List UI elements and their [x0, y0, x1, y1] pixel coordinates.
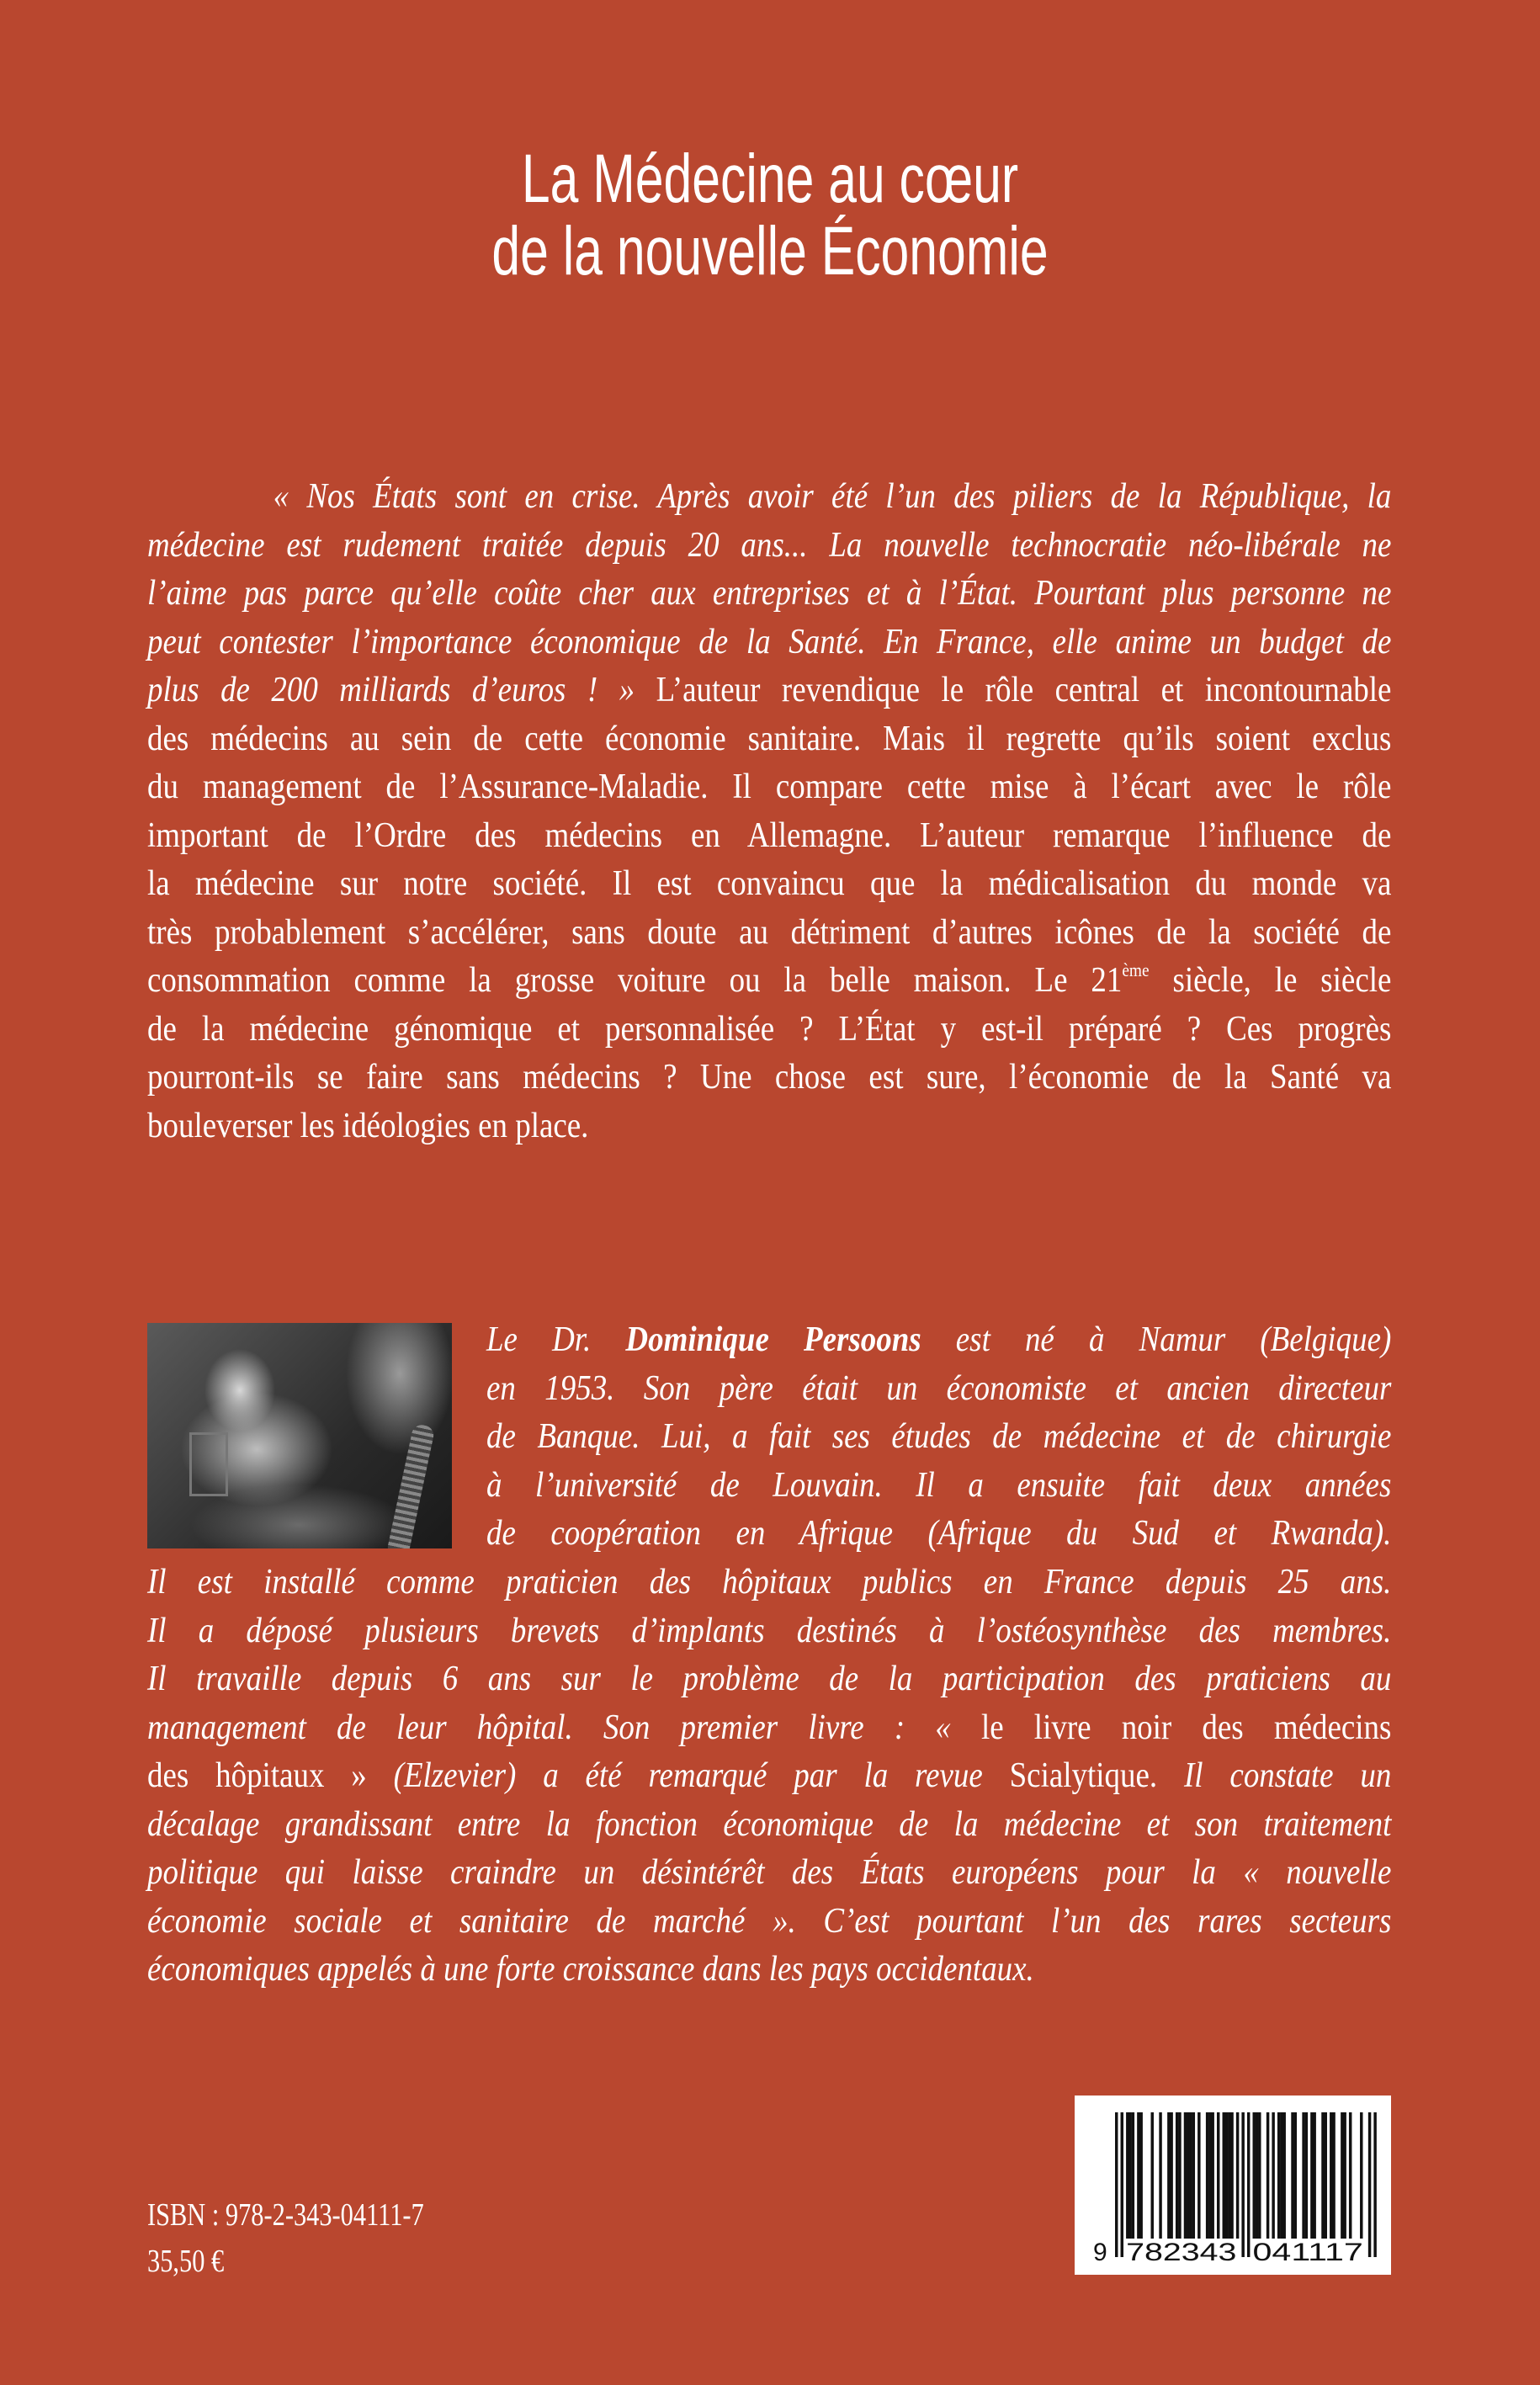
- barcode-bar: [1343, 2112, 1346, 2239]
- barcode-bar: [1178, 2112, 1181, 2239]
- barcode-bar: [1313, 2112, 1315, 2239]
- barcode-bar: [1170, 2112, 1172, 2239]
- barcode-bar: [1139, 2112, 1142, 2239]
- title-line-1: La Médecine au cœur: [521, 141, 1019, 217]
- barcode-bar: [1159, 2112, 1161, 2239]
- text-line: [147, 1704, 1391, 1753]
- text-line: [147, 1559, 1391, 1607]
- summary-paragraph: [147, 473, 1391, 1150]
- text-line: [147, 1655, 1391, 1704]
- text-line: [147, 570, 1391, 619]
- barcode-bar: [1137, 2112, 1139, 2239]
- text-segment: plus de 200 milliards d’euros ! »: [147, 671, 635, 709]
- text-segment: en 1953. Son père était un économiste et ancien directeur: [486, 1368, 1392, 1408]
- text-segment: de coopération en Afrique (Afrique du Sud et Rwanda).: [486, 1514, 1392, 1553]
- author-name: Dominique Persoons: [625, 1320, 921, 1359]
- barcode-bar: [1291, 2112, 1293, 2239]
- barcode-bar: [1189, 2112, 1192, 2239]
- barcode-bar: [1321, 2112, 1324, 2239]
- text-segment: l’aime pas parce qu’elle coûte cher aux entreprises et à l’État. Pourtant plus personne ne: [147, 574, 1392, 613]
- barcode-bar: [1211, 2112, 1213, 2239]
- text-segment: le livre noir des médecins: [980, 1708, 1392, 1747]
- barcode-bar: [1236, 2112, 1239, 2239]
- text-line: [486, 1413, 1391, 1462]
- text-segment: économiques appelés à une forte croissance dans les pays occidentaux.: [147, 1950, 1034, 1989]
- barcode-bar: [1368, 2112, 1371, 2257]
- text-segment: siècle, le siècle: [1149, 961, 1392, 1000]
- author-bio-bottom: [147, 1559, 1391, 1995]
- barcode: [1075, 2096, 1391, 2275]
- text-segment: L’auteur revendique le rôle central et incontournable: [635, 671, 1392, 709]
- barcode-bar: [1151, 2112, 1154, 2239]
- text-line: [147, 1102, 1391, 1151]
- barcode-bar: [1330, 2112, 1332, 2239]
- text-segment: « Nos États sont en crise. Après avoir été l’un des piliers de la République, la: [273, 477, 1392, 516]
- author-photo: [147, 1323, 452, 1548]
- barcode-bar: [1217, 2112, 1219, 2239]
- barcode-bar: [1373, 2112, 1376, 2257]
- text-segment: à l’université de Louvain. Il a ensuite fait deux années: [486, 1465, 1392, 1505]
- text-line: [147, 715, 1391, 764]
- barcode-bar: [1230, 2112, 1233, 2239]
- text-line: [486, 1316, 1391, 1365]
- barcode-bar: [1206, 2112, 1208, 2239]
- barcode-bar: [1228, 2112, 1230, 2239]
- barcode-bar: [1280, 2112, 1282, 2239]
- barcode-bar: [1282, 2112, 1285, 2239]
- barcode-bar: [1115, 2112, 1118, 2257]
- title-line-2: de la nouvelle Économie: [491, 213, 1049, 289]
- text-segment: politique qui laisse craindre un désintérêt des États européens pour la « nouvelle: [147, 1853, 1392, 1892]
- text-segment: du management de l’Assurance-Maladie. Il compare cette mise à l’écart avec le rôle: [147, 768, 1392, 806]
- barcode-bar: [1225, 2112, 1228, 2239]
- text-segment: des hôpitaux »: [147, 1756, 394, 1795]
- barcode-bar: [1247, 2112, 1250, 2257]
- barcode-bar: [1192, 2112, 1195, 2239]
- text-line: [147, 1801, 1391, 1850]
- barcode-bar: [1360, 2112, 1362, 2239]
- text-segment: Il a déposé plusieurs brevets d’implants destinés à l’ostéosynthèse des membres.: [147, 1611, 1392, 1650]
- barcode-bar: [1294, 2112, 1297, 2239]
- photo-detail: [189, 1432, 228, 1496]
- text-segment: Il est installé comme praticien des hôpitaux publics en France depuis 25 ans.: [147, 1563, 1392, 1602]
- barcode-bar: [1341, 2112, 1343, 2239]
- author-bio-top: [486, 1316, 1391, 1559]
- text-line: [147, 1946, 1391, 1995]
- barcode-digits: 9: [1093, 2239, 1107, 2266]
- barcode-digits: 041117: [1252, 2239, 1363, 2266]
- text-segment: décalage grandissant entre la fonction économique de la médecine et son traitement: [147, 1804, 1392, 1844]
- text-segment: (Elzevier) a été remarqué par la revue: [393, 1756, 1010, 1795]
- text-line: [147, 1607, 1391, 1656]
- barcode-bar: [1332, 2112, 1335, 2239]
- text-segment: la médecine sur notre société. Il est convaincu que la médicalisation du monde va: [147, 864, 1392, 903]
- barcode-bar: [1126, 2112, 1128, 2239]
- text-segment: est né à Namur (Belgique): [921, 1320, 1392, 1359]
- text-line: [147, 957, 1391, 1006]
- text-line: [147, 473, 1391, 522]
- text-segment: Il travaille depuis 6 ans sur le problème de la participation des praticiens au: [147, 1660, 1392, 1698]
- text-line: [147, 1752, 1391, 1801]
- barcode-digits: 782343: [1126, 2239, 1237, 2266]
- book-title: [0, 143, 1540, 288]
- barcode-bar: [1258, 2112, 1261, 2239]
- text-line: [147, 763, 1391, 812]
- barcode-bar: [1256, 2112, 1258, 2239]
- barcode-bar: [1349, 2112, 1351, 2239]
- text-segment: des médecins au sein de cette économie sanitaire. Mais il regrette qu’ils soient exclus: [147, 719, 1392, 758]
- text-segment: consommation comme la grosse voiture ou la belle maison. Le 21: [147, 961, 1123, 1000]
- barcode-bar: [1302, 2112, 1304, 2239]
- text-segment: Il constate un: [1183, 1756, 1392, 1795]
- text-segment: pourront-ils se faire sans médecins ? Une chose est sure, l’économie de la Santé va: [147, 1058, 1392, 1097]
- barcode-bar: [1197, 2112, 1200, 2239]
- text-line: [147, 522, 1391, 571]
- text-segment: Le Dr.: [486, 1320, 626, 1359]
- barcode-bar: [1208, 2112, 1211, 2239]
- barcode-graphic: [1075, 2096, 1391, 2275]
- text-line: [147, 860, 1391, 909]
- barcode-bar: [1325, 2112, 1327, 2239]
- barcode-bar: [1277, 2112, 1280, 2239]
- text-segment: management de leur hôpital. Son premier livre : «: [147, 1708, 981, 1747]
- barcode-bar: [1176, 2112, 1178, 2239]
- text-segment: de la médecine génomique et personnalisée ? L’État y est-il préparé ? Ces progrès: [147, 1009, 1392, 1049]
- barcode-bar: [1187, 2112, 1189, 2239]
- barcode-bar: [1272, 2112, 1274, 2239]
- text-line: [147, 909, 1391, 958]
- text-line: [486, 1462, 1391, 1511]
- barcode-bar: [1267, 2112, 1269, 2239]
- text-line: [147, 619, 1391, 667]
- barcode-bar: [1305, 2112, 1308, 2239]
- barcode-bar: [1184, 2112, 1187, 2239]
- text-line: [147, 1006, 1391, 1054]
- price: 35,50 €: [147, 2244, 225, 2279]
- barcode-bar: [1223, 2112, 1225, 2239]
- text-segment: très probablement s’accélérer, sans doute au détriment d’autres icônes de la société de: [147, 912, 1392, 952]
- text-line: [147, 1849, 1391, 1898]
- text-segment: bouleverser les idéologies en place.: [147, 1106, 589, 1145]
- text-segment: peut contester l’importance économique de la Santé. En France, elle anime un budget de: [147, 622, 1392, 661]
- text-line: [147, 1054, 1391, 1102]
- text-segment: Scialytique.: [1009, 1756, 1184, 1795]
- text-segment: de Banque. Lui, a fait ses études de médecine et de chirurgie: [486, 1417, 1392, 1456]
- barcode-bar: [1121, 2112, 1123, 2257]
- text-line: [147, 667, 1391, 715]
- barcode-bar: [1167, 2112, 1170, 2239]
- photo-detail: [386, 1423, 436, 1548]
- text-line: [147, 812, 1391, 861]
- text-line: [486, 1365, 1391, 1414]
- barcode-bar: [1128, 2112, 1131, 2239]
- barcode-bar: [1132, 2112, 1134, 2239]
- text-line: [147, 1898, 1391, 1947]
- text-segment: médecine est rudement traitée depuis 20 ans... La nouvelle technocratie néo-libérale ne: [147, 525, 1392, 565]
- text-line: [486, 1510, 1391, 1559]
- text-segment: ème: [1122, 959, 1150, 980]
- isbn: ISBN : 978-2-343-04111-7: [147, 2197, 424, 2233]
- text-segment: important de l’Ordre des médecins en Allemagne. L’auteur remarque l’influence de: [147, 815, 1392, 855]
- barcode-bar: [1310, 2112, 1313, 2239]
- text-segment: économie sociale et sanitaire de marché ». C’est pourtant l’un des rares secteurs: [147, 1901, 1392, 1941]
- barcode-bar: [1253, 2112, 1256, 2239]
- barcode-bar: [1241, 2112, 1244, 2257]
